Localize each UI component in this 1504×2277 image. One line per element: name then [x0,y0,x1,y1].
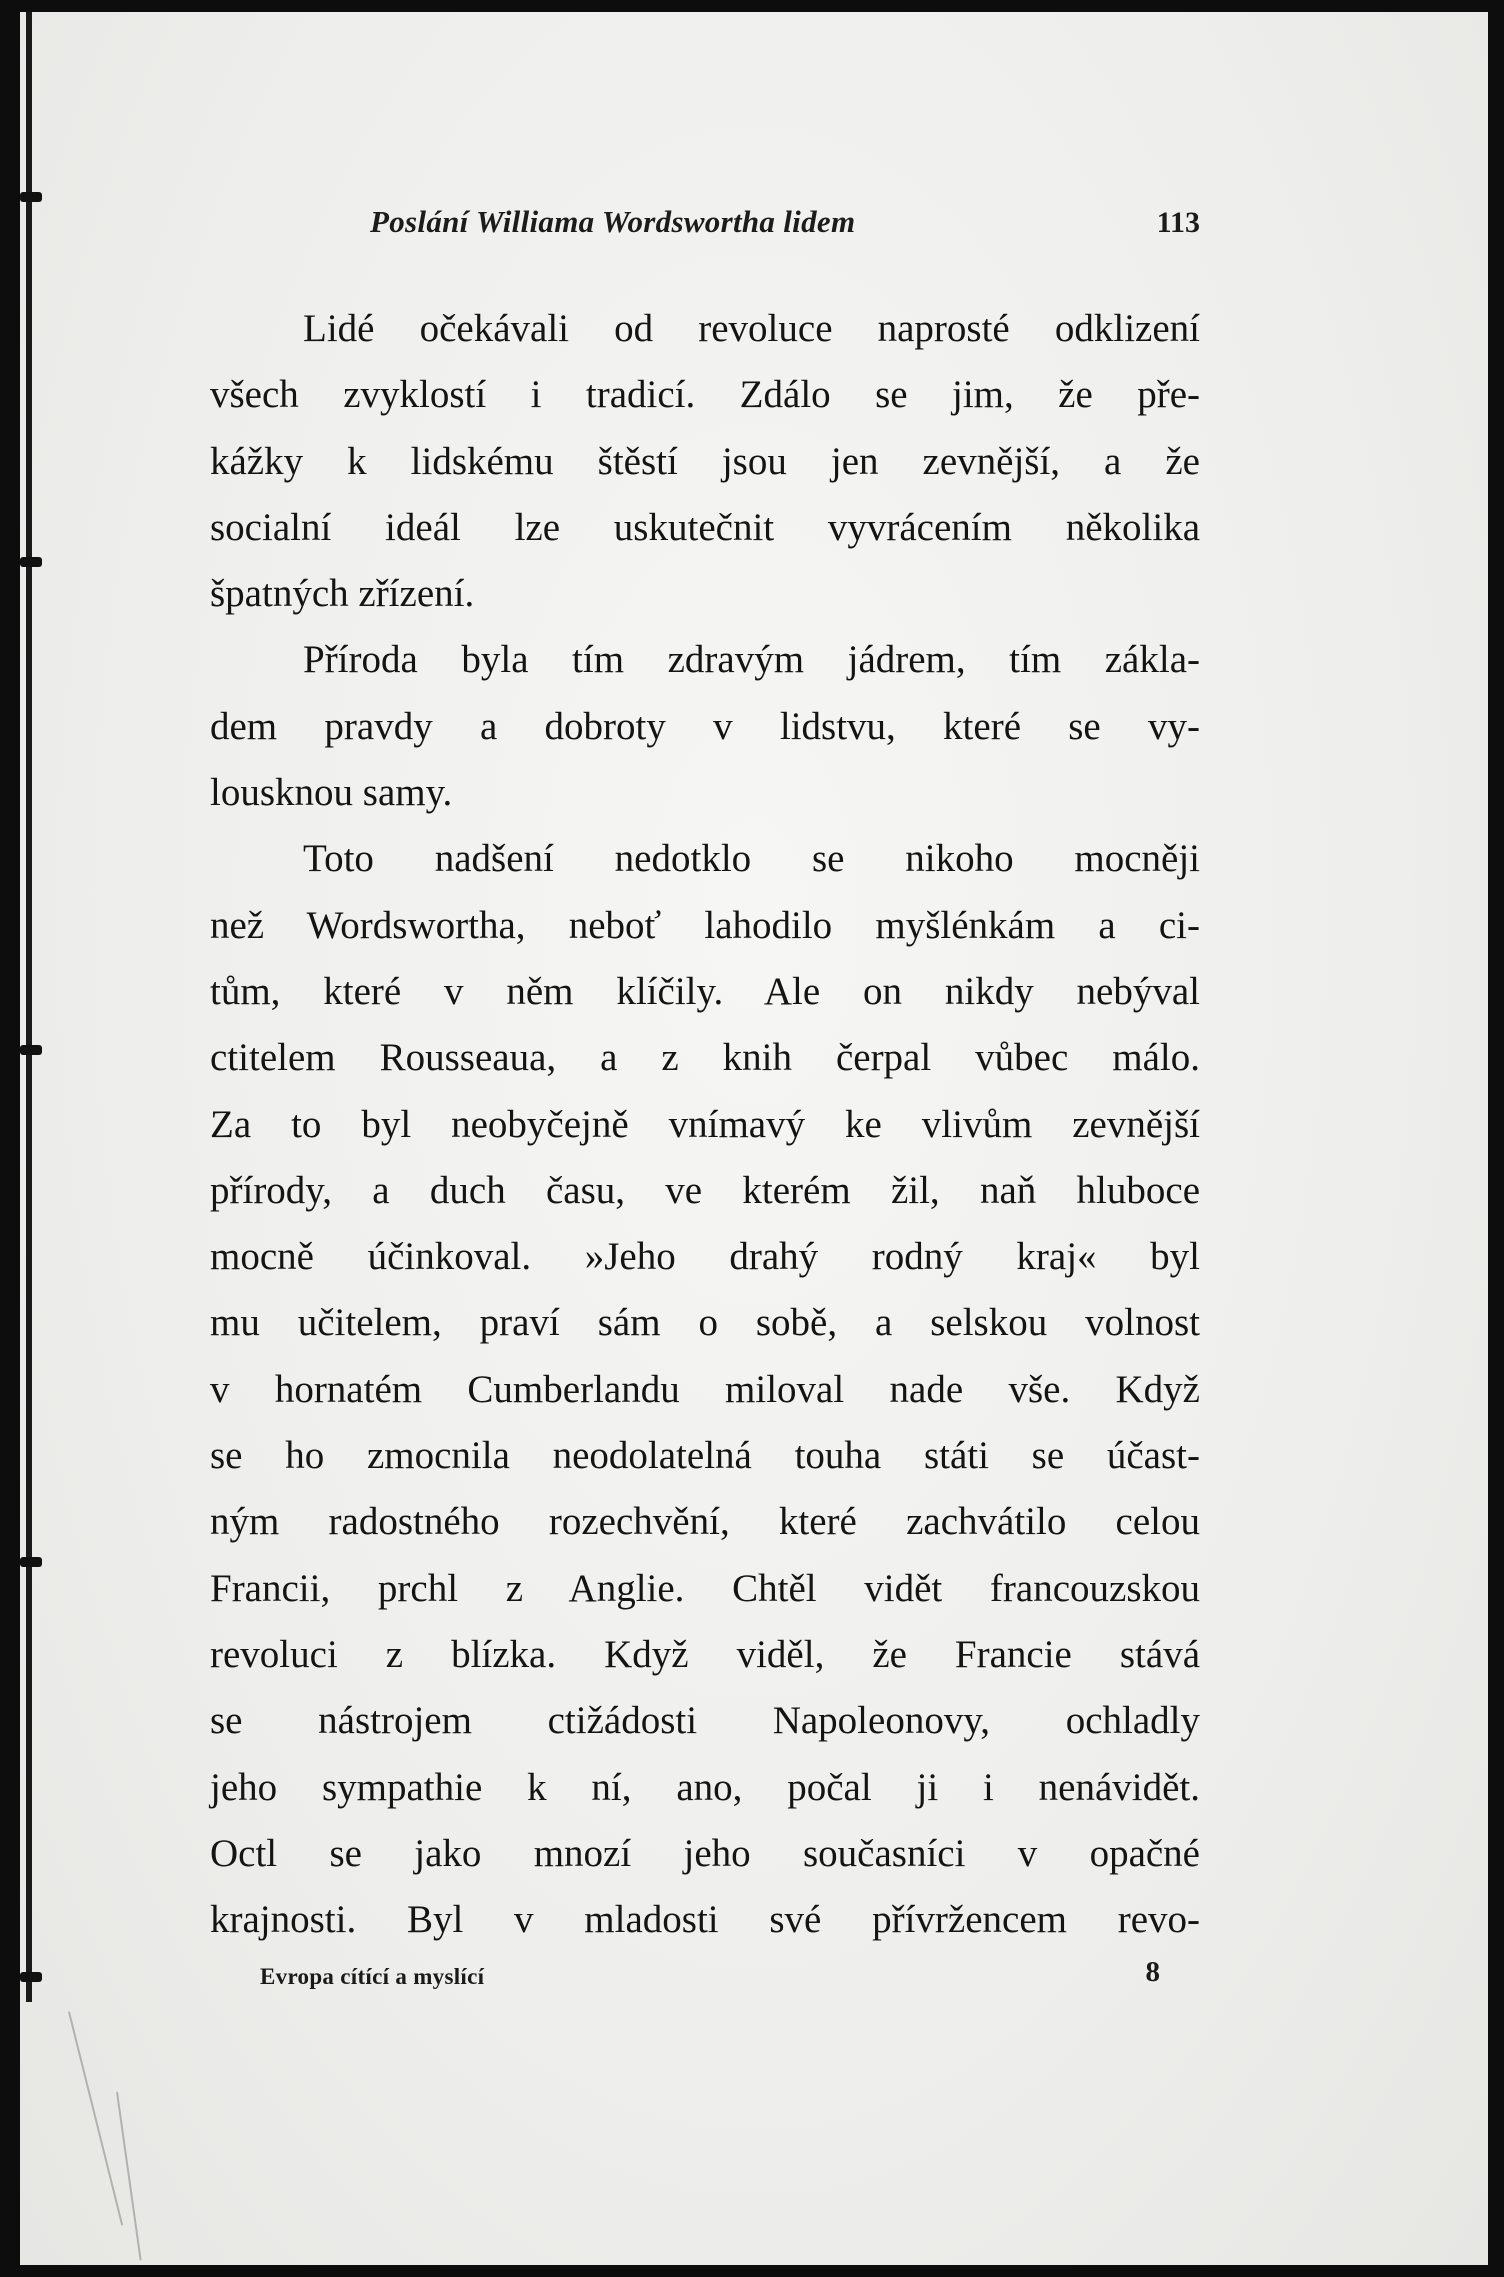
binding-edge [26,12,32,2002]
page-footer [260,1956,1160,1996]
binding-mark [20,1557,42,1567]
scan-scratch [68,2012,123,2226]
scan-scratch [116,2092,142,2261]
text-line: špatných zřízení. [210,572,475,616]
text-line: Lidé očekávali od revoluce naprosté odklizení [303,307,1200,350]
text-line: jeho sympathie k ní, ano, počal ji i nenávidět. [210,1765,1200,1809]
text-line: se nástrojem ctižádosti Napoleonovy, ochladly [210,1699,1200,1743]
page-header [370,204,1200,250]
text-line: kážky k lidskému štěstí jsou jen zevnější, a že [210,439,1200,483]
text-line: socialní ideál lze uskutečnit vyvrácením několika [210,505,1200,549]
text-line: Octl se jako mnozí jeho současníci v opačné [210,1831,1200,1875]
text-line: tům, které v něm klíčily. Ale on nikdy nebýval [210,969,1200,1013]
binding-mark [20,1972,42,1982]
running-head: Poslání Williama Wordswortha lidem [370,204,856,239]
text-line: dem pravdy a dobroty v lidstvu, které se vy- [210,704,1200,748]
text-line: Příroda byla tím zdravým jádrem, tím zákla- [303,638,1200,682]
text-line: všech zvyklostí i tradicí. Zdálo se jim, že pře- [210,373,1200,417]
body-text [210,296,1200,1953]
printer-signature: Evropa cítící a myslící [260,1964,485,1989]
binding-mark [20,192,42,202]
text-line: ctitelem Rousseaua, a z knih čerpal vůbec málo. [210,1036,1200,1080]
text-line: ným radostného rozechvění, které zachvátilo celou [210,1500,1200,1544]
text-line: lousknou samy. [210,771,453,815]
text-line: se ho zmocnila neodolatelná touha státi se účast- [210,1434,1200,1478]
text-line: krajnosti. Byl v mladosti své přívržencem revo- [210,1898,1200,1942]
binding-mark [20,1045,42,1055]
text-line: mu učitelem, praví sám o sobě, a selskou volnost [210,1301,1200,1345]
text-line: Za to byl neobyčejně vnímavý ke vlivům zevnější [210,1102,1200,1146]
text-line: mocně účinkoval. »Jeho drahý rodný kraj« byl [210,1235,1200,1279]
binding-mark [20,557,42,567]
page-number: 113 [1156,206,1200,239]
text-line: přírody, a duch času, ve kterém žil, naň hluboce [210,1168,1200,1212]
text-line: než Wordswortha, neboť lahodilo myšlénkám a ci- [210,903,1200,947]
text-line: revoluci z blízka. Když viděl, že Francie stává [210,1632,1200,1676]
sheet-number: 8 [1145,1956,1160,1988]
text-line: v hornatém Cumberlandu miloval nade vše. Když [210,1367,1200,1411]
scanned-page [20,12,1488,2265]
text-line: Francii, prchl z Anglie. Chtěl vidět francouzskou [210,1566,1200,1610]
text-line: Toto nadšení nedotklo se nikoho mocněji [303,837,1200,881]
